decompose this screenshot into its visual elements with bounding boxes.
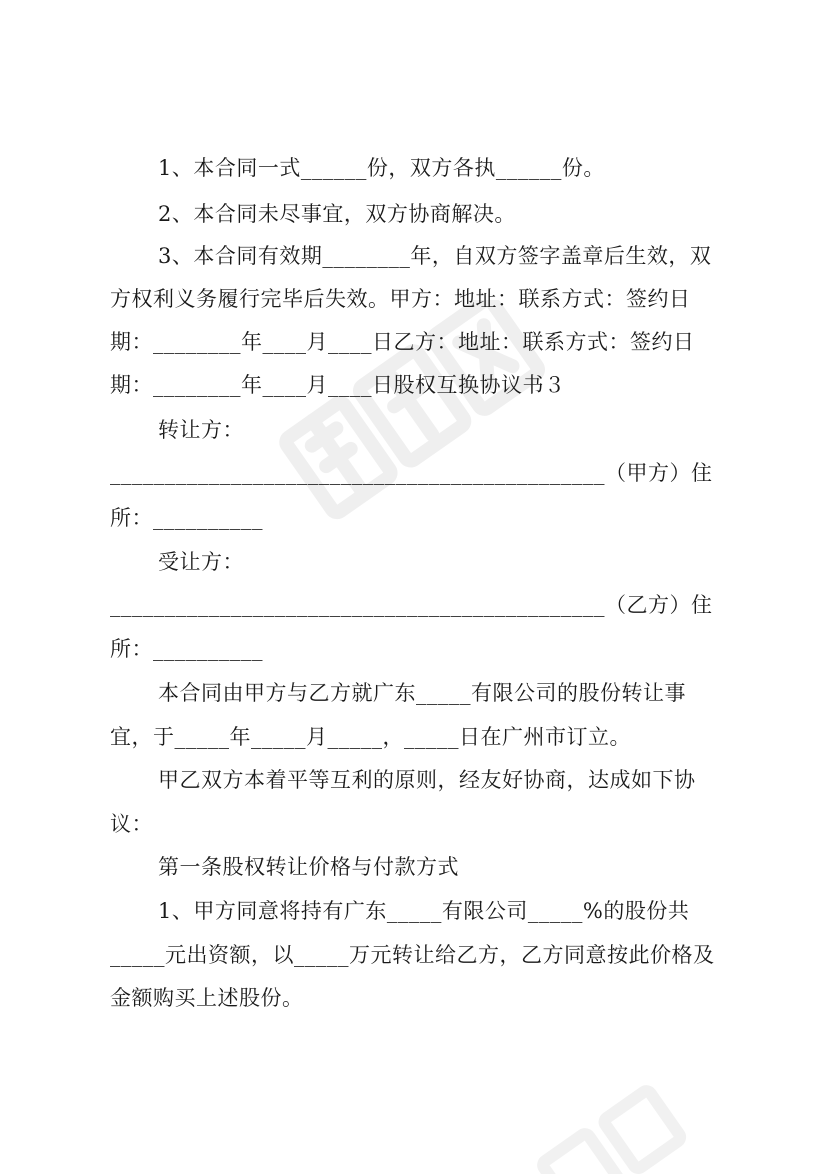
transferee-name-line: _____________________________________________（乙方）住 xyxy=(110,593,713,617)
signing-date-party-b: 期：________年____月____日股权互换协议书３ xyxy=(110,373,566,397)
transferor-label: 转让方： xyxy=(158,418,244,442)
clause-2-unresolved: 2、本合同未尽事宜，双方协商解决。 xyxy=(158,202,516,226)
signing-date-party-a: 期：________年____月____日乙方：地址：联系方式：签约日 xyxy=(110,330,695,354)
article-1-clause-1: 1、甲方同意将持有广东_____有限公司_____%的股份共 xyxy=(158,899,690,923)
article-1-heading: 第一条股权转让价格与付款方式 xyxy=(158,855,459,879)
contract-intro: 本合同由甲方与乙方就广东_____有限公司的股份转让事 xyxy=(158,681,686,705)
transferor-address: 所：__________ xyxy=(110,506,263,530)
article-1-clause-1-end: 金额购买上述股份。 xyxy=(110,986,304,1010)
transferee-label: 受让方： xyxy=(158,550,244,574)
agreement-principle-cont: 议： xyxy=(110,812,153,836)
clause-3-validity: 3、本合同有效期________年，自双方签字盖章后生效，双 xyxy=(158,244,712,268)
clause-1-copies: 1、本合同一式______份，双方各执______份。 xyxy=(158,156,605,180)
transferee-address: 所：__________ xyxy=(110,637,263,661)
watermark-logo-bottom xyxy=(510,1080,710,1174)
article-1-clause-1-cont: _____元出资额，以_____万元转让给乙方，乙方同意按此价格及 xyxy=(110,943,715,967)
agreement-principle: 甲乙双方本着平等互利的原则，经友好协商，达成如下协 xyxy=(158,768,696,792)
transferor-name-line: _____________________________________________（甲方）住 xyxy=(110,461,713,485)
clause-3-validity-cont: 方权利义务履行完毕后失效。甲方：地址：联系方式：签约日 xyxy=(110,287,691,311)
contract-intro-cont: 宜，于_____年_____月_____，_____日在广州市订立。 xyxy=(110,725,631,749)
